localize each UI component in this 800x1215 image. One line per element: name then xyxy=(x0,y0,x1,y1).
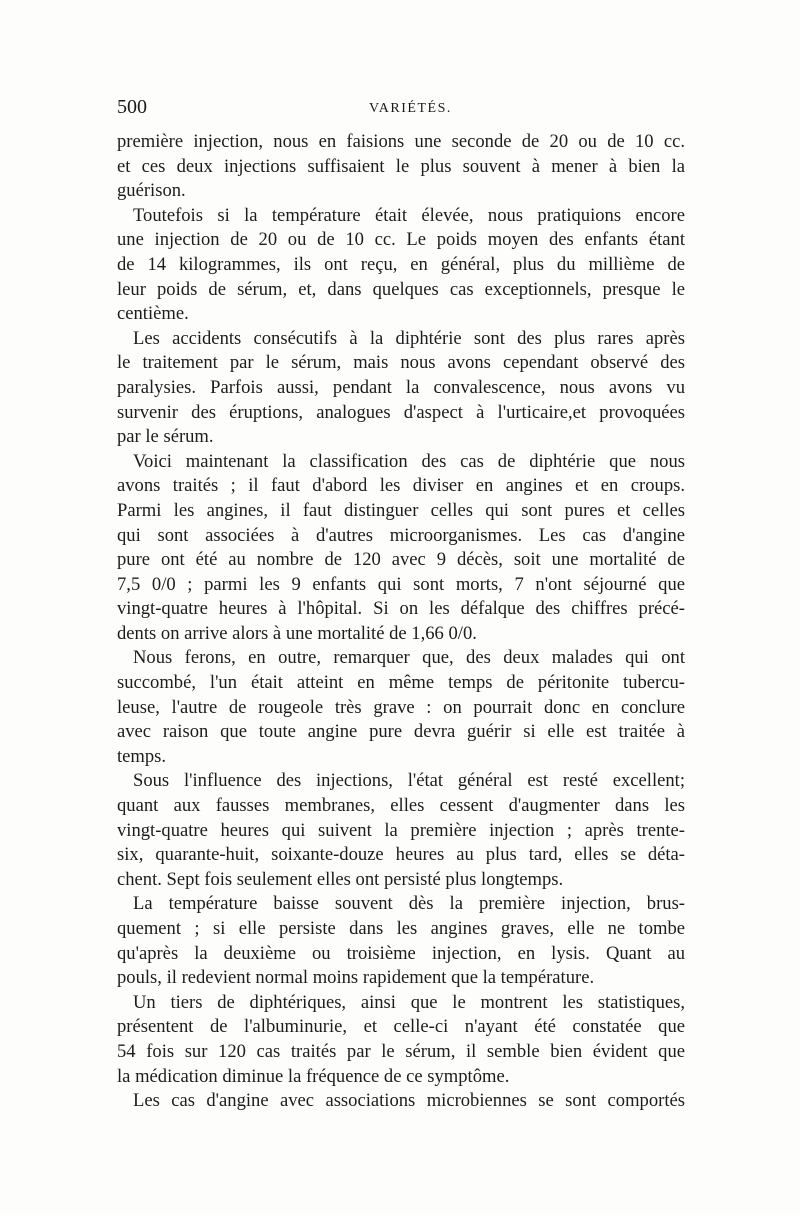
text-line: survenir des éruptions, analogues d'aspect à l'urticaire,et provoquées xyxy=(117,401,685,423)
text-line: la médication diminue la fréquence de ce symptôme. xyxy=(117,1065,510,1087)
text-line: Un tiers de diphtériques, ainsi que le montrent les statistiques, xyxy=(133,991,685,1013)
page-header xyxy=(117,96,687,124)
text-line: Toutefois si la température était élevée, nous pratiquions encore xyxy=(133,204,685,226)
text-line: avons traités ; il faut d'abord les diviser en angines et en croups. xyxy=(117,475,685,497)
text-line: Nous ferons, en outre, remarquer que, des deux malades qui ont xyxy=(133,647,685,669)
text-line: Sous l'influence des injections, l'état général est resté excellent; xyxy=(133,770,685,792)
text-line: succombé, l'un était atteint en même temps de péritonite tubercu- xyxy=(117,672,685,694)
page-number: 500 xyxy=(117,96,147,118)
text-line: quement ; si elle persiste dans les angines graves, elle ne tombe xyxy=(117,918,685,939)
text-line: Les cas d'angine avec associations microbiennes se sont comportés xyxy=(133,1090,685,1112)
text-line: vingt-quatre heures qui suivent la première injection ; après trente- xyxy=(117,819,685,841)
text-line: présentent de l'albuminurie, et celle-ci n'ayant été constatée que xyxy=(117,1016,685,1038)
text-line: pure ont été au nombre de 120 avec 9 décès, soit une mortalité de xyxy=(117,549,685,571)
running-head: VARIÉTÉS. xyxy=(369,101,452,116)
text-line: de 14 kilogrammes, ils ont reçu, en général, plus du millième de xyxy=(117,253,685,275)
text-line: leuse, l'autre de rougeole très grave : on pourrait donc en conclure xyxy=(117,696,685,718)
text-line: quant aux fausses membranes, elles cessent d'augmenter dans les xyxy=(117,795,685,817)
text-line: temps. xyxy=(117,745,167,767)
text-line: chent. Sept fois seulement elles ont persisté plus longtemps. xyxy=(117,868,564,890)
text-line: leur poids de sérum, et, dans quelques cas exceptionnels, presque le xyxy=(117,278,685,300)
text-line: vingt-quatre heures à l'hôpital. Si on les défalque des chiffres précé- xyxy=(117,598,685,620)
text-line: première injection, nous en faisions une seconde de 20 ou de 10 cc. xyxy=(117,131,685,152)
text-line: paralysies. Parfois aussi, pendant la convalescence, nous avons vu xyxy=(117,376,685,398)
text-line: Voici maintenant la classification des cas de diphtérie que nous xyxy=(133,450,685,472)
text-line: 54 fois sur 120 cas traités par le sérum, il semble bien évident que xyxy=(117,1040,685,1062)
text-line: guérison. xyxy=(117,180,186,202)
text-line: Parmi les angines, il faut distinguer celles qui sont pures et celles xyxy=(117,499,685,521)
text-line: Les accidents consécutifs à la diphtérie sont des plus rares après xyxy=(133,327,685,349)
text-line: par le sérum. xyxy=(117,426,214,448)
body-text xyxy=(117,130,685,1114)
text-line: centième. xyxy=(117,303,189,325)
text-line: qu'après la deuxième ou troisième injection, en lysis. Quant au xyxy=(117,942,685,964)
text-line: le traitement par le sérum, mais nous avons cependant observé des xyxy=(117,352,685,374)
text-line: La température baisse souvent dès la première injection, brus- xyxy=(133,893,685,915)
text-line: dents on arrive alors à une mortalité de 1,66 0/0. xyxy=(117,622,477,644)
text-line: et ces deux injections suffisaient le plus souvent à mener à bien la xyxy=(117,155,685,177)
text-line: pouls, il redevient normal moins rapidement que la température. xyxy=(117,967,595,989)
text-line: avec raison que toute angine pure devra guérir si elle est traitée à xyxy=(117,721,685,743)
text-line: qui sont associées à d'autres microorganismes. Les cas d'angine xyxy=(117,524,685,546)
text-line: six, quarante-huit, soixante-douze heures au plus tard, elles se déta- xyxy=(117,844,685,866)
text-line: 7,5 0/0 ; parmi les 9 enfants qui sont morts, 7 n'ont séjourné que xyxy=(117,573,685,595)
text-line: une injection de 20 ou de 10 cc. Le poids moyen des enfants étant xyxy=(117,229,685,251)
